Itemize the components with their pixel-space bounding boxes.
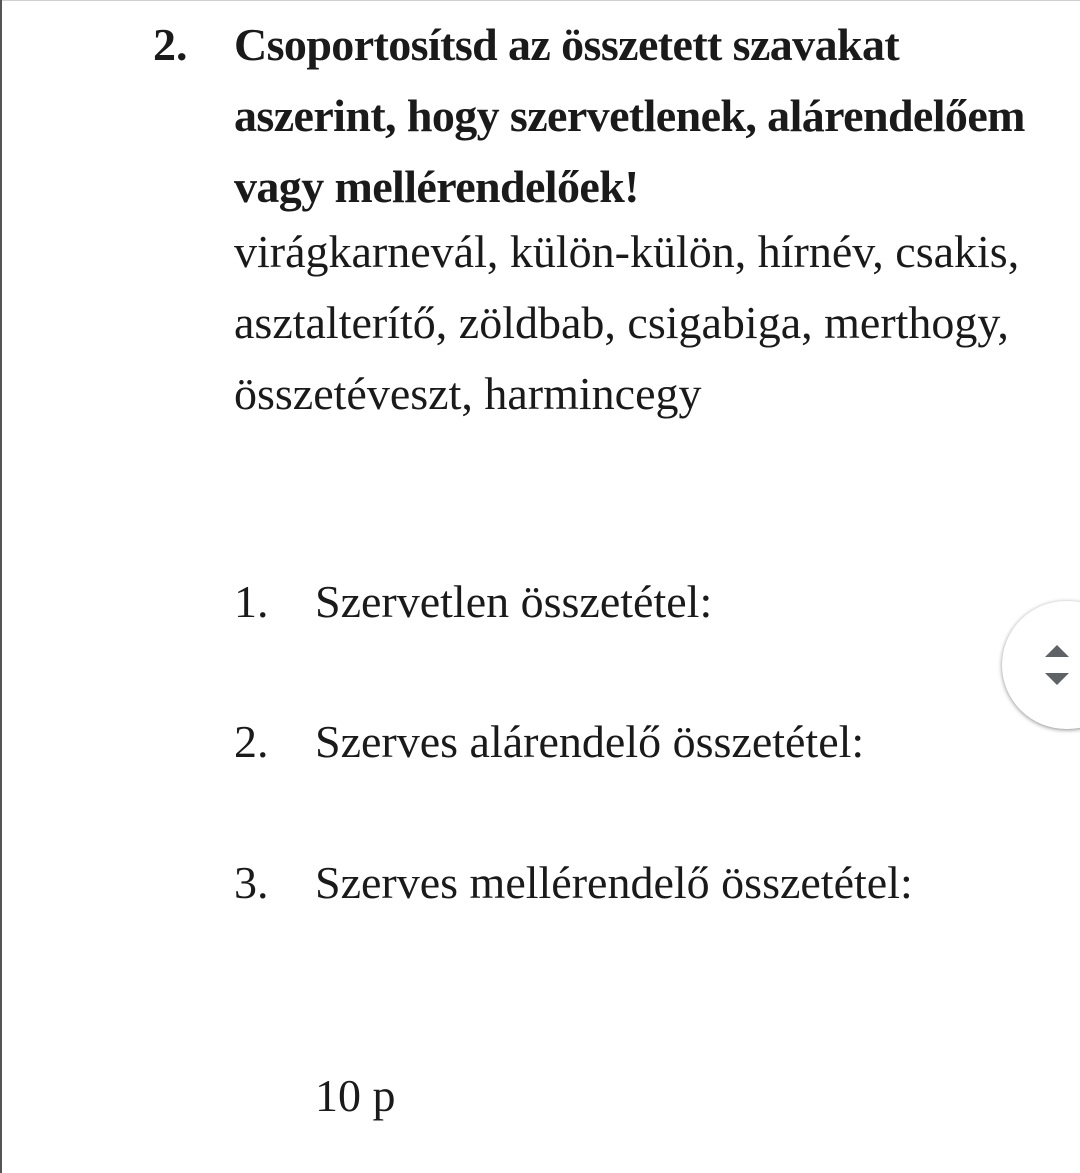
top-divider: [0, 0, 1080, 1]
sub-item-number: 2.: [234, 716, 269, 767]
question-word-list: virágkarnevál, külön-külön, hírnév, csakis, asztalterítő, zöldbab, csigabiga, merthogy, összetéveszt, harmincegy: [234, 226, 1020, 419]
question-number: 2.: [153, 19, 188, 70]
sub-item-label: Szervetlen összetétel:: [315, 576, 713, 627]
points-label: 10 p: [315, 1070, 396, 1121]
up-down-arrows-icon: [1042, 640, 1072, 690]
left-margin-rule: [0, 0, 2, 1173]
question-title: Csoportosítsd az összetett szavakat aszerint, hogy szervetlenek, alárendelőem vagy mellérendelőek!: [234, 19, 1025, 212]
sub-item-label: Szerves mellérendelő összetétel:: [315, 857, 913, 908]
sub-item-number: 3.: [234, 857, 269, 908]
sub-item-number: 1.: [234, 576, 269, 627]
sub-item-label: Szerves alárendelő összetétel:: [315, 716, 865, 767]
fast-scroll-handle[interactable]: [1002, 601, 1080, 729]
